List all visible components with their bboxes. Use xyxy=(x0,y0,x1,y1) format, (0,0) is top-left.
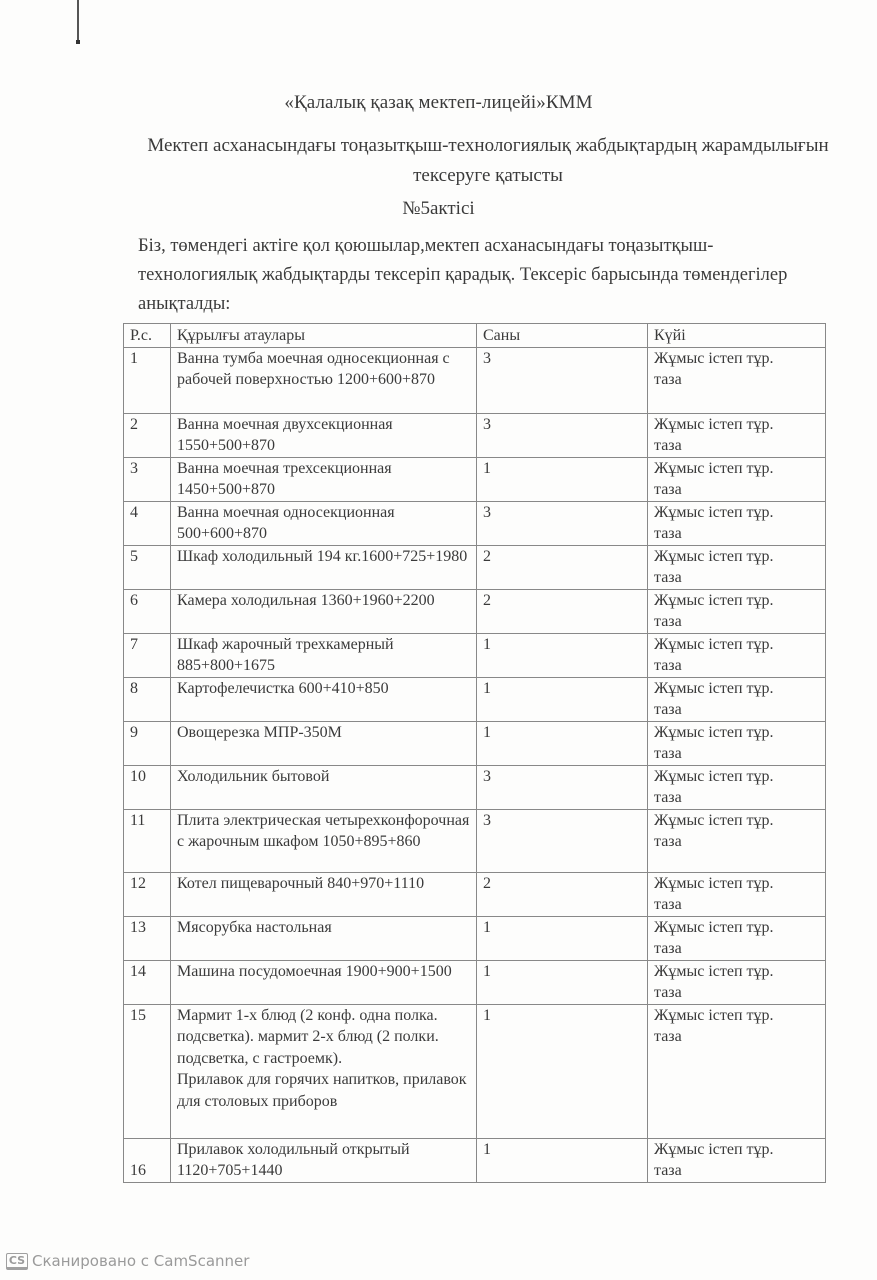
state xyxy=(648,872,826,916)
act-number: №5актісі xyxy=(402,198,475,219)
status-working: Жұмыс істеп тұр. xyxy=(654,874,774,892)
organization-title: «Қалалық қазақ мектеп-лицейі»КММ xyxy=(284,92,593,113)
device-name xyxy=(171,1004,477,1138)
device-name: Ванна моечная односекционная 500+600+870 xyxy=(171,501,477,545)
quantity: 1 xyxy=(477,1138,648,1182)
table-row xyxy=(124,413,826,457)
status-clean: таза xyxy=(654,1162,682,1179)
status-clean: таза xyxy=(654,437,682,454)
row-number: 3 xyxy=(124,457,171,501)
status-working: Жұмыс істеп тұр. xyxy=(654,767,774,785)
status-clean: таза xyxy=(654,613,682,630)
intro-paragraph: Біз, төмендегі актіге қол қоюшылар,мектеп асханасындағы тоңазытқыш-технологиялық жабдықтарды тексеріп қарадық. Тексеріс барысында төмендегілер анықталды: xyxy=(138,236,788,314)
status-clean: таза xyxy=(654,1028,682,1045)
equipment-table xyxy=(123,323,826,1183)
quantity: 2 xyxy=(477,589,648,633)
table-row xyxy=(124,721,826,765)
table-header-row xyxy=(124,324,826,348)
status-working: Жұмыс істеп тұр. xyxy=(654,547,774,565)
margin-pen-mark xyxy=(77,0,79,42)
device-name: Ванна моечная трехсекционная 1450+500+870 xyxy=(171,457,477,501)
status-clean: таза xyxy=(654,481,682,498)
state xyxy=(648,589,826,633)
status-working: Жұмыс істеп тұр. xyxy=(654,679,774,697)
quantity: 1 xyxy=(477,457,648,501)
row-number: 13 xyxy=(124,916,171,960)
state xyxy=(648,677,826,721)
quantity: 3 xyxy=(477,413,648,457)
table-row xyxy=(124,633,826,677)
status-working: Жұмыс істеп тұр. xyxy=(654,635,774,653)
status-working: Жұмыс істеп тұр. xyxy=(654,962,774,980)
status-working: Жұмыс істеп тұр. xyxy=(654,415,774,433)
row-number: 12 xyxy=(124,872,171,916)
row-number: 4 xyxy=(124,501,171,545)
status-clean: таза xyxy=(654,701,682,718)
header-device-name: Құрылғы атаулары xyxy=(171,324,477,348)
status-clean: таза xyxy=(654,984,682,1001)
status-working: Жұмыс істеп тұр. xyxy=(654,591,774,609)
status-clean: таза xyxy=(654,525,682,542)
row-number: 11 xyxy=(124,809,171,872)
row-number: 14 xyxy=(124,960,171,1004)
row-number: 16 xyxy=(124,1138,171,1182)
state xyxy=(648,501,826,545)
row-number: 8 xyxy=(124,677,171,721)
device-name-line: Мармит 1-х блюд (2 конф. одна полка. подсветка). мармит 2-х блюд (2 полки. подсветка, с гастроемк). xyxy=(177,1006,439,1067)
state xyxy=(648,1004,826,1138)
quantity: 3 xyxy=(477,765,648,809)
status-clean: таза xyxy=(654,657,682,674)
row-number: 2 xyxy=(124,413,171,457)
state xyxy=(648,413,826,457)
state xyxy=(648,960,826,1004)
status-clean: таза xyxy=(654,789,682,806)
state xyxy=(648,765,826,809)
header-quantity: Саны xyxy=(477,324,648,348)
table-row xyxy=(124,1138,826,1182)
state xyxy=(648,1138,826,1182)
status-working: Жұмыс істеп тұр. xyxy=(654,1140,774,1158)
status-clean: таза xyxy=(654,940,682,957)
status-working: Жұмыс істеп тұр. xyxy=(654,1006,774,1024)
status-working: Жұмыс істеп тұр. xyxy=(654,811,774,829)
device-name: Ванна моечная двухсекционная 1550+500+870 xyxy=(171,413,477,457)
device-name: Камера холодильная 1360+1960+2200 xyxy=(171,589,477,633)
table-row xyxy=(124,545,826,589)
quantity: 2 xyxy=(477,872,648,916)
device-name: Прилавок холодильный открытый 1120+705+1440 xyxy=(171,1138,477,1182)
row-number: 6 xyxy=(124,589,171,633)
device-name: Холодильник бытовой xyxy=(171,765,477,809)
row-number: 9 xyxy=(124,721,171,765)
state xyxy=(648,916,826,960)
device-name: Котел пищеварочный 840+970+1110 xyxy=(171,872,477,916)
status-clean: таза xyxy=(654,371,682,388)
device-name: Картофелечистка 600+410+850 xyxy=(171,677,477,721)
quantity: 1 xyxy=(477,960,648,1004)
status-clean: таза xyxy=(654,745,682,762)
state xyxy=(648,633,826,677)
state xyxy=(648,347,826,413)
state xyxy=(648,721,826,765)
device-name: Плита электрическая четырехконфорочная с жарочным шкафом 1050+895+860 xyxy=(171,809,477,872)
row-number: 15 xyxy=(124,1004,171,1138)
device-name: Мясорубка настольная xyxy=(171,916,477,960)
status-working: Жұмыс істеп тұр. xyxy=(654,503,774,521)
table-row xyxy=(124,677,826,721)
row-number: 7 xyxy=(124,633,171,677)
status-clean: таза xyxy=(654,833,682,850)
row-number: 1 xyxy=(124,347,171,413)
table-row xyxy=(124,589,826,633)
device-name: Овощерезка МПР-350М xyxy=(171,721,477,765)
state xyxy=(648,457,826,501)
table-row xyxy=(124,1004,826,1138)
table-row xyxy=(124,765,826,809)
camscanner-watermark xyxy=(6,1251,249,1271)
state xyxy=(648,809,826,872)
quantity: 1 xyxy=(477,721,648,765)
status-working: Жұмыс істеп тұр. xyxy=(654,918,774,936)
header-state: Күйі xyxy=(648,324,826,348)
quantity: 3 xyxy=(477,347,648,413)
table-row xyxy=(124,872,826,916)
table-row xyxy=(124,501,826,545)
quantity: 3 xyxy=(477,809,648,872)
camscanner-logo-icon: CS xyxy=(6,1253,28,1270)
quantity: 1 xyxy=(477,633,648,677)
device-name: Ванна тумба моечная односекционная с рабочей поверхностью 1200+600+870 xyxy=(171,347,477,413)
table-row xyxy=(124,809,826,872)
status-clean: таза xyxy=(654,896,682,913)
watermark-text: Сканировано с CamScanner xyxy=(32,1252,250,1270)
table-row xyxy=(124,960,826,1004)
state xyxy=(648,545,826,589)
quantity: 1 xyxy=(477,1004,648,1138)
status-working: Жұмыс істеп тұр. xyxy=(654,349,774,367)
document-subtitle: Мектеп асханасындағы тоңазытқыш-технологиялық жабдықтардың жарамдылығын тексеруге қатысты xyxy=(147,135,829,186)
device-name: Машина посудомоечная 1900+900+1500 xyxy=(171,960,477,1004)
header-row-number: Р.с. xyxy=(124,324,171,348)
status-working: Жұмыс істеп тұр. xyxy=(654,459,774,477)
table-row xyxy=(124,457,826,501)
quantity: 2 xyxy=(477,545,648,589)
row-number: 5 xyxy=(124,545,171,589)
quantity: 1 xyxy=(477,677,648,721)
quantity: 3 xyxy=(477,501,648,545)
status-working: Жұмыс істеп тұр. xyxy=(654,723,774,741)
device-name: Шкаф холодильный 194 кг.1600+725+1980 xyxy=(171,545,477,589)
status-clean: таза xyxy=(654,569,682,586)
device-name: Шкаф жарочный трехкамерный 885+800+1675 xyxy=(171,633,477,677)
device-name-line: Прилавок для горячих напитков, прилавок для столовых приборов xyxy=(177,1071,467,1110)
quantity: 1 xyxy=(477,916,648,960)
table-row xyxy=(124,916,826,960)
row-number: 10 xyxy=(124,765,171,809)
table-row xyxy=(124,347,826,413)
